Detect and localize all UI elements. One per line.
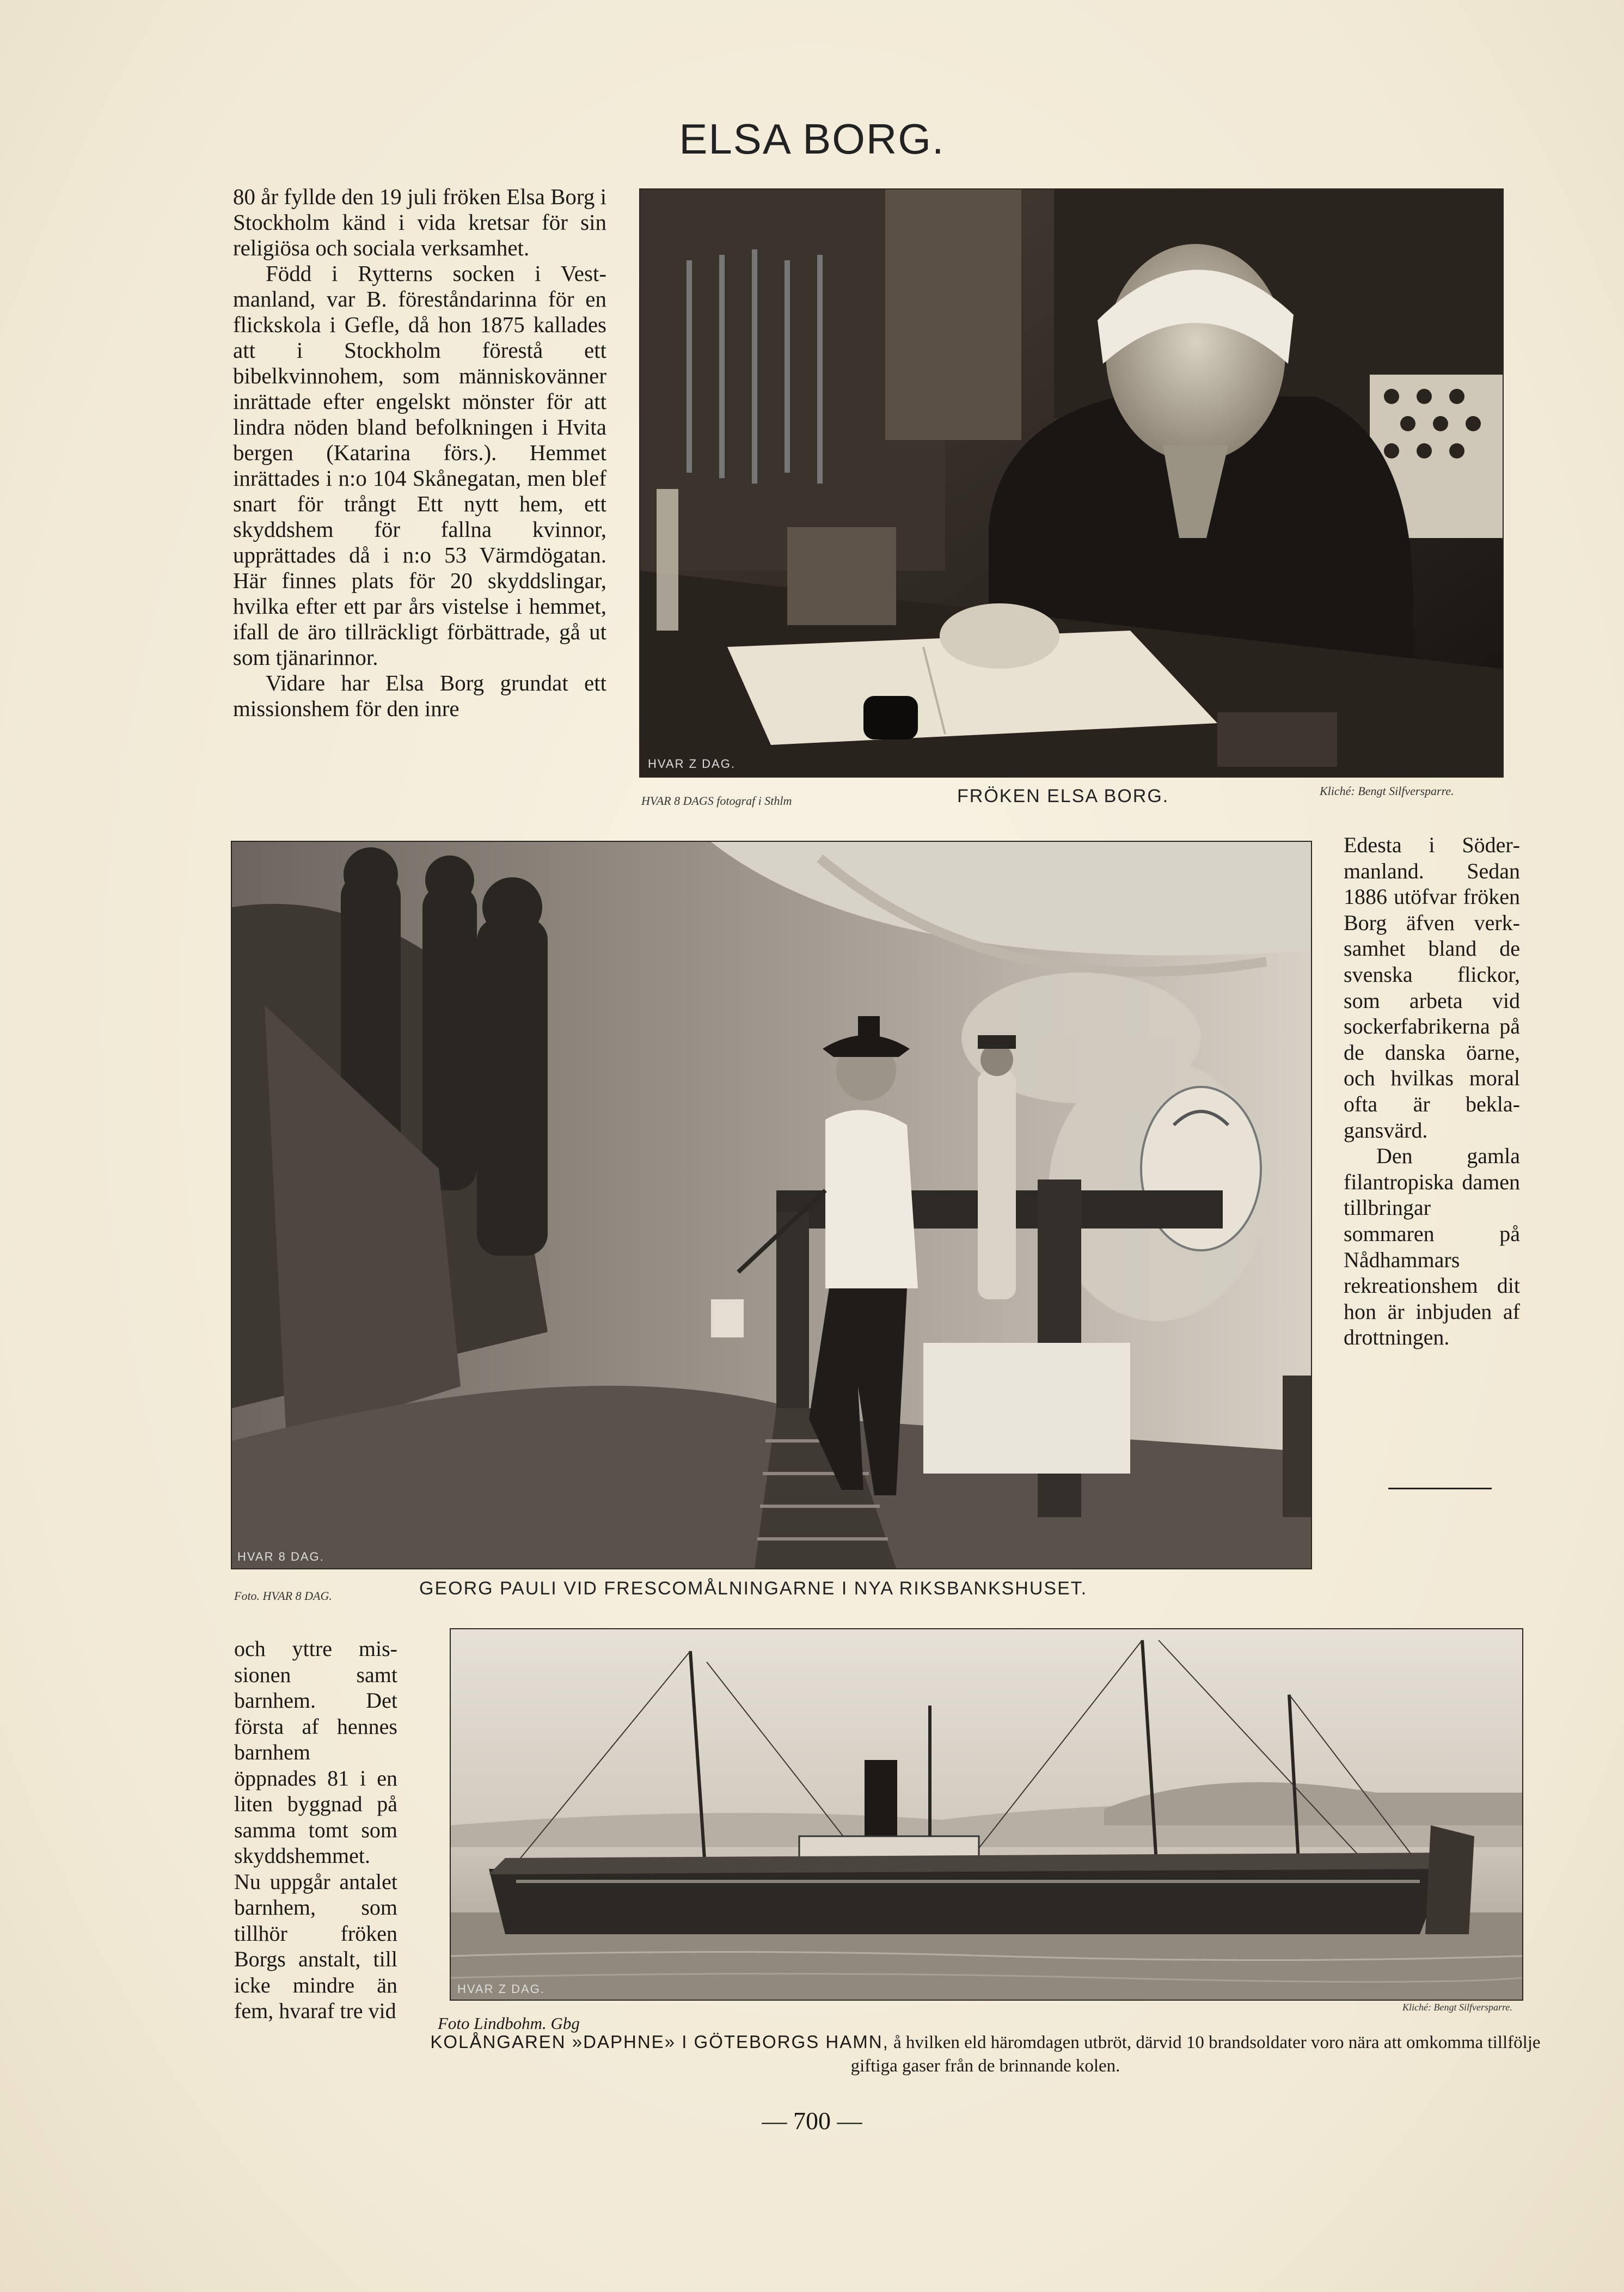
text-column-left bbox=[233, 184, 606, 722]
photo-credit: Kliché: Bengt Silfversparre. bbox=[1320, 784, 1454, 798]
paragraph: 80 år fyllde den 19 juli fröken Elsa Borg i Stockholm känd i vida kretsar för sin religiösa och sociala verksamhet. bbox=[233, 184, 606, 260]
photo-stamp: HVAR Z DAG. bbox=[648, 757, 736, 771]
photo-caption: FRÖKEN ELSA BORG. bbox=[957, 786, 1169, 806]
paragraph: Född i Rytterns socken i Vestmanland, var B. föreståndarinna för en flickskola i Gefle, då hon 1875 kallades att i Stockholm förestå ett bibelkvinnohem, som människovänner inrättade efter engelskt mönster för att lindra nöden bland befolkningen i Hvita bergen (Katarina förs.). Hemmet inrättades i n:o 104 Skånegatan, men blef snart för trångt Ett nytt hem, ett skyddshem för fallna kvinnor, upprättades då i n:o 53 Värmdögatan. Här finnes plats för 20 skyddslingar, hvilka efter ett par års vistelse i hemmet, ifall de äro tillräckligt förbättrade, gå ut som tjänarinnor. bbox=[233, 261, 606, 670]
photo-elsa-borg bbox=[640, 190, 1503, 777]
section-rule bbox=[1388, 1488, 1492, 1489]
photo-caption: GEORG PAULI VID FRESCOMÅLNINGARNE I NYA RIKSBANKSHUSET. bbox=[419, 1578, 1088, 1599]
caption-caps: KOLÅNGAREN »DAPHNE» I GÖTEBORGS HAMN, bbox=[430, 2032, 889, 2052]
text-column-right bbox=[1344, 832, 1520, 1350]
paragraph: Vidare har Elsa Borg grundat ett missionshem för den inre bbox=[233, 670, 606, 721]
photo-credit: HVAR 8 DAGS fotograf i Sthlm bbox=[641, 794, 792, 808]
photo-daphne-ship-image bbox=[451, 1629, 1522, 2000]
photo-credit: Foto. HVAR 8 DAG. bbox=[234, 1589, 332, 1603]
paragraph: och yttre missionen samt barnhem. Det första af hennes barnhem öppnades 81 i en liten byggnad på samma tomt som skyddshemmet. Nu uppgår antalet barnhem, som tillhör fröken Borgs anstalt, till icke mindre än fem, hvaraf tre vid bbox=[234, 1636, 397, 2023]
photo-stamp: HVAR 8 DAG. bbox=[237, 1550, 324, 1563]
caption-text: å hvilken eld häromdagen utbröt, därvid 10 brandsoldater voro nära att omkomma tillfölje giftiga gaser från de brinnande kolen. bbox=[850, 2033, 1541, 2076]
photo-elsa-borg-image bbox=[640, 190, 1503, 777]
photo-georg-pauli bbox=[232, 842, 1311, 1568]
paragraph: Den gamla filantropiska damen tillbringar sommaren på Nådhammars rekreationshem dit hon är inbjuden af drottningen. bbox=[1344, 1144, 1520, 1350]
photo-daphne-ship bbox=[451, 1629, 1522, 2000]
photo-credit: Kliché: Bengt Silfversparre. bbox=[1402, 2002, 1512, 2013]
photo-credit: Foto Lindbohm. Gbg bbox=[438, 2014, 580, 2033]
photo-stamp: HVAR Z DAG. bbox=[457, 1982, 545, 1996]
page-number: — 700 — bbox=[762, 2107, 862, 2135]
page-title: ELSA BORG. bbox=[679, 115, 945, 163]
paragraph: Edesta i Södermanland. Sedan 1886 utöfvar fröken Borg äfven verksamhet bland de svenska flickor, som arbeta vid sockerfabrikerna på de danska öarne, och hvilkas moral ofta är beklagansvärd. bbox=[1344, 833, 1520, 1142]
photo-caption bbox=[430, 2030, 1541, 2078]
photo-georg-pauli-image bbox=[232, 842, 1311, 1568]
text-column-bottom-left bbox=[234, 1636, 397, 2024]
